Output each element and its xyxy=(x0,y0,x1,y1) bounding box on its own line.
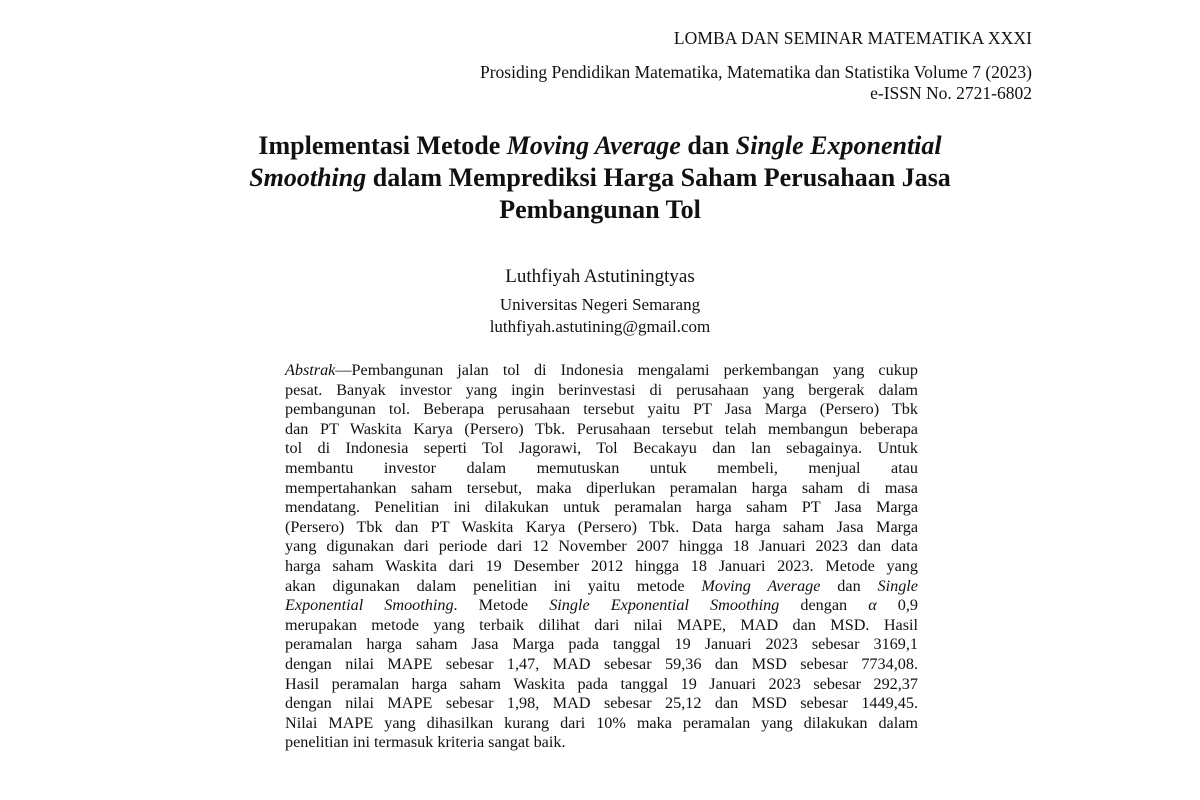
abstract-label: Abstrak xyxy=(285,361,336,379)
abstract-line: (Persero) Tbk dan PT Waskita Karya (Persero) Tbk. Data harga saham Jasa Marga xyxy=(285,517,918,536)
abstract-text: 0,9 xyxy=(876,596,918,615)
alpha-symbol: α xyxy=(868,596,877,615)
abstract-line: dan PT Waskita Karya (Persero) Tbk. Perusahaan tersebut telah membangun beberapa xyxy=(285,419,918,438)
abstract-line: Hasil peramalan harga saham Waskita pada tanggal 19 Januari 2023 sebesar 292,37 xyxy=(285,674,918,693)
abstract-text: . Metode xyxy=(453,596,550,615)
abstract-line: yang digunakan dari periode dari 12 November 2007 hingga 18 Januari 2023 dan data xyxy=(285,537,918,556)
paper-title xyxy=(200,130,1000,226)
abstract-line xyxy=(285,361,918,381)
abstract-line: membantu investor dalam memutuskan untuk membeli, menjual atau xyxy=(285,458,918,477)
proceedings-title: Prosiding Pendidikan Matematika, Matematika dan Statistika Volume 7 (2023) xyxy=(480,62,1032,82)
abstract-line xyxy=(285,577,918,597)
abstract-line: mempertahankan saham tersebut, maka diperlukan peramalan harga saham di masa xyxy=(285,478,918,497)
abstract-text: akan digunakan dalam penelitian ini yaitu metode xyxy=(285,576,702,595)
abstract-italic: Moving Average xyxy=(701,576,821,595)
abstract-line: mendatang. Penelitian ini dilakukan untuk peramalan harga saham PT Jasa Marga xyxy=(285,498,918,517)
abstract xyxy=(285,361,918,753)
abstract-line: dengan nilai MAPE sebesar 1,98, MAD sebesar 25,12 dan MSD sebesar 1449,45. xyxy=(285,694,918,713)
conference-name: LOMBA DAN SEMINAR MATEMATIKA XXXI xyxy=(673,28,1032,48)
author-info xyxy=(0,294,1200,338)
title-text: Implementasi Metode xyxy=(258,131,507,160)
abstract-text: dan xyxy=(820,576,878,595)
abstract-line: Nilai MAPE yang dihasilkan kurang dari 10% maka peramalan yang dilakukan dalam xyxy=(285,713,918,732)
author-name: Luthfiyah Astutiningtyas xyxy=(505,266,695,287)
title-text: dalam Memprediksi Harga Saham Perusahaan Jasa xyxy=(366,163,951,192)
affiliation: Universitas Negeri Semarang xyxy=(499,295,701,314)
issn: e-ISSN No. 2721-6802 xyxy=(870,83,1032,103)
abstract-italic: Single xyxy=(877,576,918,595)
proceedings-info xyxy=(480,62,1032,104)
abstract-line xyxy=(285,596,918,616)
title-italic: Moving Average xyxy=(506,131,681,160)
abstract-italic: Exponential Smoothing xyxy=(285,596,454,615)
abstract-italic: Single Exponential Smoothing xyxy=(549,596,780,615)
abstract-text: dengan xyxy=(779,596,869,615)
abstract-line: tol di Indonesia seperti Tol Jagorawi, Tol Becakayu dan lan sebagainya. Untuk xyxy=(285,439,918,458)
email[interactable]: luthfiyah.astutining@gmail.com xyxy=(489,317,711,336)
abstract-line: merupakan metode yang terbaik dilihat dari nilai MAPE, MAD dan MSD. Hasil xyxy=(285,615,918,634)
title-italic: Smoothing xyxy=(249,163,367,192)
title-italic: Single Exponential xyxy=(735,131,942,160)
abstract-line: pesat. Banyak investor yang ingin berinvestasi di perusahaan yang bergerak dalam xyxy=(285,380,918,399)
abstract-line: dengan nilai MAPE sebesar 1,47, MAD sebesar 59,36 dan MSD sebesar 7734,08. xyxy=(285,654,918,673)
abstract-text: —Pembangunan jalan tol di Indonesia mengalami perkembangan yang cukup xyxy=(335,361,918,379)
title-line-3: Pembangunan Tol xyxy=(499,195,701,224)
abstract-line: pembangunan tol. Beberapa perusahaan tersebut yaitu PT Jasa Marga (Persero) Tbk xyxy=(285,400,918,419)
title-text: dan xyxy=(680,131,736,160)
title-line-1 xyxy=(200,130,1000,162)
abstract-line: penelitian ini termasuk kriteria sangat baik. xyxy=(285,733,566,752)
abstract-line: peramalan harga saham Jasa Marga pada tanggal 19 Januari 2023 sebesar 3169,1 xyxy=(285,635,918,654)
title-line-2 xyxy=(200,162,1000,194)
abstract-line: harga saham Waskita dari 19 Desember 2012 hingga 18 Januari 2023. Metode yang xyxy=(285,556,918,575)
